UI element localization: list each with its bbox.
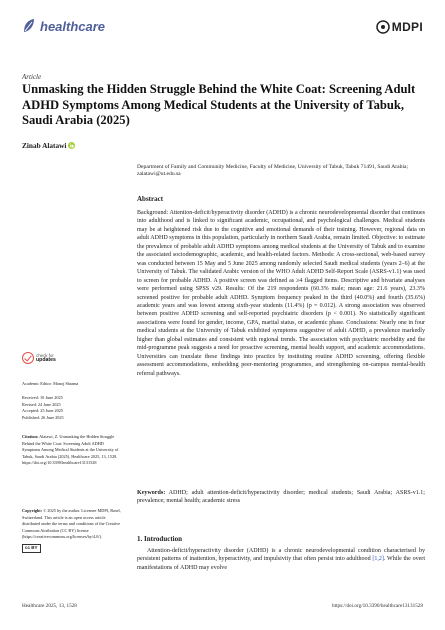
citation-link[interactable]: [1,2] (372, 556, 384, 563)
footer-journal-info: Healthcare 2025, 13, 1528 (22, 603, 77, 609)
cc-by-license-icon[interactable]: cc BY (22, 544, 41, 553)
copyright-text: © 2025 by the author. Licensee MDPI, Basel, Switzerland. This article is an open access article distributed under the terms and conditions of the Creative Commons Attribution (CC BY) license (https://creativecommons.org/licenses/by/4.0/). (22, 508, 121, 540)
citation-text[interactable]: Alatawi, Z. Unmasking the Hidden Struggle Behind the White Coat: Screening Adult ADHD Symptoms Among Medical Students at the University of Tabuk, Saudi Arabia (2025). Healthcare 2025, 13, 1528. https://doi.org/10.3390/healthcare13131528 (22, 434, 119, 466)
page-header (22, 18, 423, 58)
check-small-text: check for (36, 353, 54, 358)
academic-editor: Academic Editor: Manoj Sharma (22, 381, 79, 386)
journal-name: healthcare (40, 18, 106, 34)
keywords-text: ADHD; adult attention-deficit/hyperactivity disorder; medical students; Saudi Arabia; ASRS-v1.1; prevalence; mental health; academic stress (137, 490, 425, 505)
mdpi-logo-icon (376, 20, 390, 34)
publisher-name: MDPI (391, 20, 423, 34)
affiliation: Department of Family and Community Medicine, Faculty of Medicine, University of Tabuk, Tabuk 71491, Saudi Arabia; zalatawi@ut.edu.sa (137, 164, 409, 178)
author-line (22, 141, 75, 150)
journal-logo[interactable] (22, 18, 105, 34)
intro-text-before: Attention-deficit/hyperactivity disorder (ADHD) is a chronic neurodevelopmental condition characterised by persistent patterns of inattention, hyperactivity, and impulsivity that often persist into adulthood (137, 548, 425, 563)
accepted-date: Accepted: 25 June 2025 (22, 408, 63, 414)
footer-doi-link[interactable]: https://doi.org/10.3390/healthcare13131528 (332, 603, 423, 609)
abstract-text: Background: Attention-deficit/hyperactivity disorder (ADHD) is a chronic neurodevelopmental disorder that continues into adulthood and is linked to significant academic, occupational, and psychological challenges. Medical students may be at heightened risk due to the cognitive and emotional demands of their training. However, regional data on adult ADHD symptoms in this population, particularly in northern Saudi Arabia, remain limited. Objective: to estimate the prevalence of probable adult ADHD symptoms among medical students at the University of Tabuk and to examine the associated sociodemographic, academic, and health-related factors. Methods: A cross-sectional, web-based survey was conducted between 15 May and 5 June 2025 among randomly selected Saudi medical students (years 2–6) at the University of Tabuk. The validated Arabic version of the WHO Adult ADHD Self-Report Scale (ASRS-v1.1) was used to screen for probable ADHD. A positive screen was defined as ≥4 flagged items. Descriptive and bivariate analyses were performed using SPSS v29. Results: Of the 219 respondents (60.3% male; mean age: 21.6 years), 23.3% screened positive for probable adult ADHD. Symptom frequency peaked in the third (40.0%) and fourth (35.6%) academic years and was lowest among sixth-year students (11.4%) (p = 0.012). A strong association was observed between positive ADHD screening and self-reported psychiatric disorders (p < 0.001). No statistically significant associations were found for gender, income, GPA, marital status, or academic phase. Conclusions: Nearly one in four medical students at the University of Tabuk exhibited symptoms suggestive of adult ADHD, a prevalence markedly higher than global estimates and consistent with regional trends. The association with psychiatric morbidity and the mid-programme peak suggests a need for proactive screening, mental health support, and academic accommodations. Universities can translate these findings into practice by instituting routine ADHD screening, offering flexible assessment accommodations, embedding peer-mentoring programmes, and strengthening on-campus mental-health referral pathways. (137, 210, 425, 377)
keywords-label: Keywords: (137, 490, 166, 496)
author-name[interactable]: Zinab Alatawi (22, 141, 67, 150)
copyright-block (22, 508, 122, 553)
publisher-logo[interactable] (376, 20, 423, 34)
orcid-icon[interactable] (68, 142, 75, 149)
intro-text-after: . While the overt manifestations of ADHD may evolve (137, 556, 425, 571)
received-date: Received: 10 June 2025 (22, 395, 63, 400)
page-footer (22, 603, 423, 609)
article-type: Article (22, 73, 42, 81)
check-updates-text (36, 353, 56, 363)
abstract-heading: Abstract (137, 195, 164, 203)
copyright-label: Copyright: (22, 508, 43, 513)
check-updates-icon (22, 352, 34, 364)
revised-date: Revised: 24 June 2025 (22, 401, 61, 407)
journal-leaf-icon (22, 18, 36, 34)
introduction-heading: 1. Introduction (137, 535, 182, 543)
dates-block (22, 395, 122, 421)
published-date: Published: 26 June 2025 (22, 414, 64, 420)
check-big-text: updates (36, 357, 56, 363)
article-title: Unmasking the Hidden Struggle Behind the White Coat: Screening Adult ADHD Symptoms Among Medical Students at the University of Tabuk, Saudi Arabia (2025) (22, 82, 416, 128)
citation-label: Citation: (22, 434, 39, 439)
check-for-updates-badge[interactable] (22, 343, 60, 373)
introduction-text (137, 547, 425, 572)
citation-block (22, 434, 122, 467)
keywords (137, 489, 425, 506)
